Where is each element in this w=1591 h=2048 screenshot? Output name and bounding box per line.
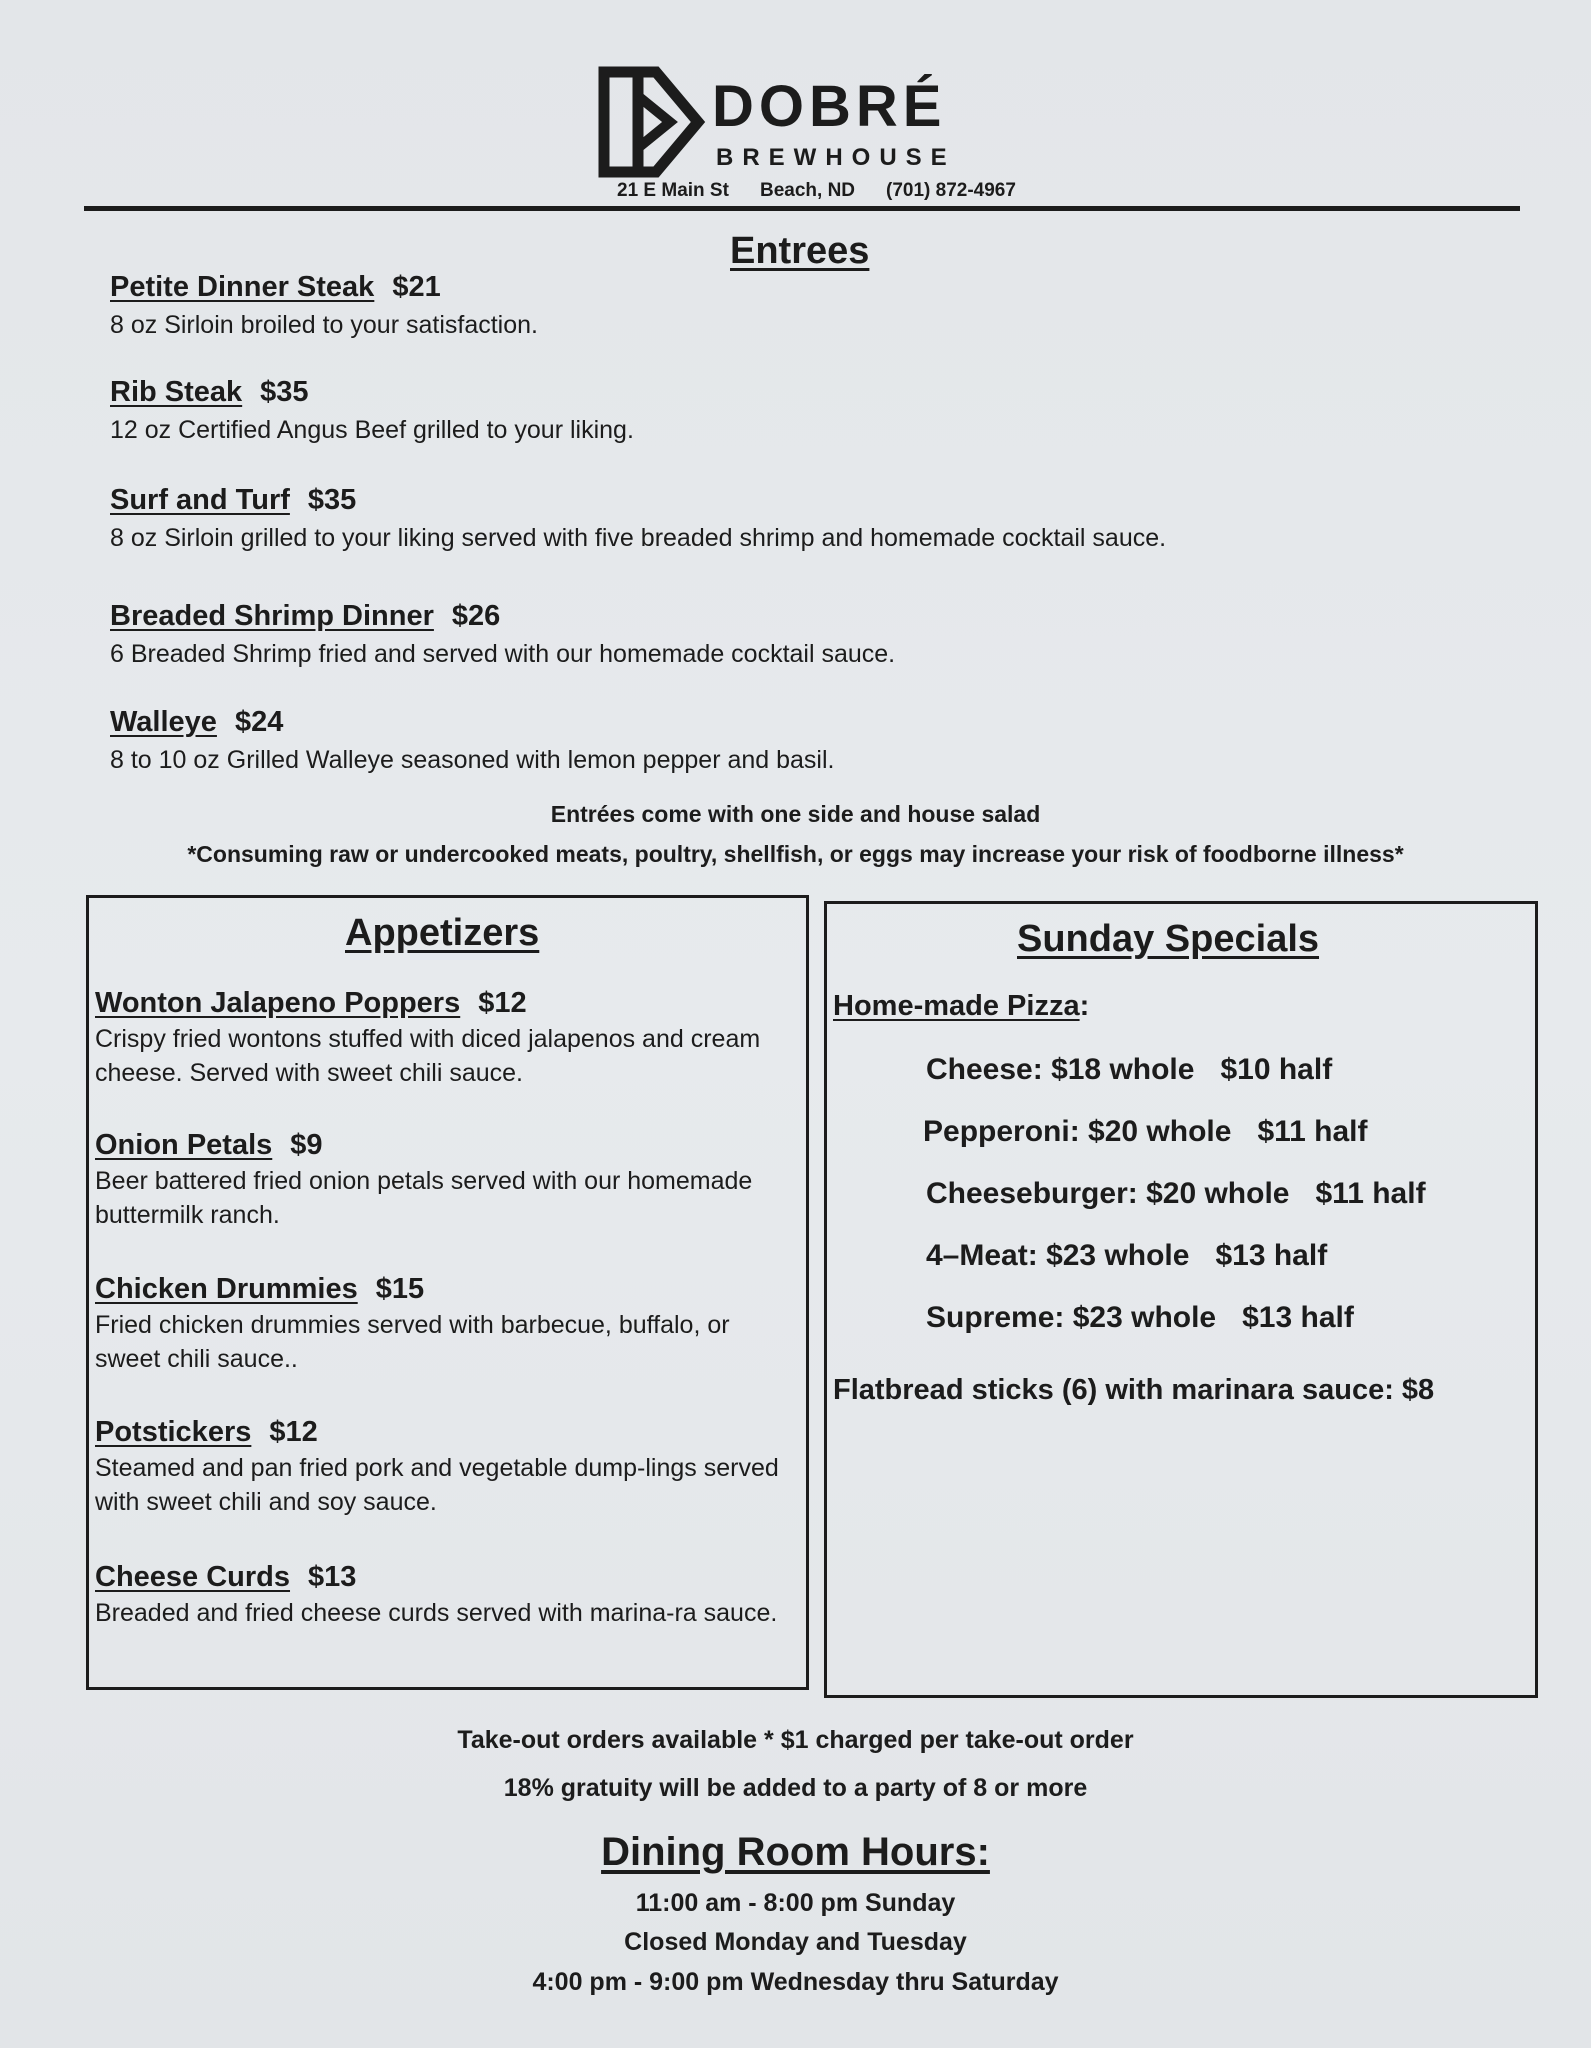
appetizer-desc: Crispy fried wontons stuffed with diced jalapenos and cream cheese. Served with sweet chili sauce. xyxy=(95,1025,761,1087)
entree-desc: 8 to 10 oz Grilled Walleye seasoned with lemon pepper and basil. xyxy=(110,746,835,774)
entree-item xyxy=(110,602,895,671)
appetizer-price: $12 xyxy=(269,1416,318,1448)
entree-item xyxy=(110,708,835,777)
pizza-whole-price: $20 whole xyxy=(1146,1177,1290,1210)
address-phone: (701) 872-4967 xyxy=(886,180,1016,201)
hours-line: 4:00 pm - 9:00 pm Wednesday thru Saturday xyxy=(532,1968,1059,1996)
pizza-name: 4–Meat: xyxy=(926,1239,1038,1272)
entree-name: Breaded Shrimp Dinner xyxy=(110,600,434,632)
entree-name: Rib Steak xyxy=(110,376,243,408)
pizza-name: Cheese: xyxy=(926,1053,1043,1086)
entree-desc: 12 oz Certified Angus Beef grilled to your liking. xyxy=(110,416,634,444)
pizza-heading-label: Home-made Pizza xyxy=(833,990,1080,1022)
brand-subtitle: BREWHOUSE xyxy=(716,144,956,171)
appetizer-name: Onion Petals xyxy=(95,1129,273,1161)
pizza-whole-price: $20 whole xyxy=(1088,1115,1232,1148)
pizza-whole-price: $23 whole xyxy=(1072,1301,1217,1334)
entree-name: Petite Dinner Steak xyxy=(110,271,375,303)
entree-price: $24 xyxy=(234,706,284,738)
sunday-specials-title: Sunday Specials xyxy=(1017,918,1320,960)
appetizer-item xyxy=(95,1131,795,1232)
pizza-row xyxy=(923,1117,1368,1147)
pizza-row xyxy=(926,1055,1332,1085)
entree-price: $26 xyxy=(451,600,501,632)
address-city: Beach, ND xyxy=(760,180,856,201)
entrees-title: Entrees xyxy=(730,230,870,272)
pizza-half-price: $11 half xyxy=(1257,1115,1368,1148)
entree-item xyxy=(110,486,1166,555)
pizza-heading xyxy=(833,992,1089,1021)
appetizer-name: Wonton Jalapeno Poppers xyxy=(95,987,461,1019)
pizza-whole-price: $18 whole xyxy=(1051,1053,1195,1086)
logo-mark-icon xyxy=(598,66,710,178)
pizza-row xyxy=(926,1179,1426,1209)
entree-desc: 8 oz Sirloin broiled to your satisfaction. xyxy=(110,311,538,339)
entree-price: $21 xyxy=(392,271,441,303)
pizza-half-price: $11 half xyxy=(1315,1177,1426,1210)
appetizer-price: $15 xyxy=(375,1273,425,1305)
food-safety-warning: *Consuming raw or undercooked meats, poultry, shellfish, or eggs may increase your risk of foodborne illness* xyxy=(187,841,1404,867)
appetizer-name: Chicken Drummies xyxy=(95,1273,358,1305)
address-street: 21 E Main St xyxy=(617,180,729,201)
pizza-heading-colon: : xyxy=(1079,990,1090,1022)
entree-price: $35 xyxy=(260,376,309,408)
pizza-half-price: $13 half xyxy=(1242,1301,1354,1334)
appetizer-price: $12 xyxy=(478,987,527,1019)
appetizers-title: Appetizers xyxy=(345,912,540,954)
pizza-half-price: $10 half xyxy=(1220,1053,1333,1086)
flatbread-sticks: Flatbread sticks (6) with marinara sauce: $8 xyxy=(833,1374,1435,1406)
appetizer-item xyxy=(95,1418,795,1519)
hours-line: 11:00 am - 8:00 pm Sunday xyxy=(635,1889,956,1917)
pizza-half-price: $13 half xyxy=(1215,1239,1328,1272)
pizza-whole-price: $23 whole xyxy=(1046,1239,1190,1272)
entree-price: $35 xyxy=(307,484,357,516)
header-divider xyxy=(84,206,1520,211)
entree-name: Walleye xyxy=(110,706,217,738)
appetizer-item xyxy=(95,1275,795,1376)
pizza-row xyxy=(926,1241,1327,1271)
appetizer-price: $9 xyxy=(290,1129,323,1161)
appetizer-desc: Beer battered fried onion petals served with our homemade buttermilk ranch. xyxy=(95,1167,753,1229)
appetizer-item xyxy=(95,1563,795,1630)
appetizer-desc: Breaded and fried cheese curds served with marina-ra sauce. xyxy=(95,1599,778,1627)
entree-desc: 6 Breaded Shrimp fried and served with our homemade cocktail sauce. xyxy=(110,640,896,668)
dining-hours-title: Dining Room Hours: xyxy=(601,1830,990,1874)
appetizer-desc: Steamed and pan fried pork and vegetable dump-lings served with sweet chili and soy sauce. xyxy=(95,1454,779,1516)
takeout-note: Take-out orders available * $1 charged per take-out order xyxy=(457,1726,1134,1754)
entree-desc: 8 oz Sirloin grilled to your liking served with five breaded shrimp and homemade cocktail sauce. xyxy=(110,524,1167,552)
appetizer-desc: Fried chicken drummies served with barbecue, buffalo, or sweet chili sauce.. xyxy=(95,1311,730,1373)
appetizer-item xyxy=(95,989,795,1090)
entree-sides-note: Entrées come with one side and house salad xyxy=(550,801,1041,827)
entree-name: Surf and Turf xyxy=(110,484,290,516)
hours-line: Closed Monday and Tuesday xyxy=(624,1928,967,1956)
entree-item xyxy=(110,273,538,342)
brand-name: DOBRÉ xyxy=(712,74,947,139)
pizza-name: Supreme: xyxy=(926,1301,1065,1334)
brand-logo xyxy=(598,66,978,184)
pizza-name: Pepperoni: xyxy=(923,1115,1080,1148)
pizza-row xyxy=(926,1303,1354,1333)
gratuity-note: 18% gratuity will be added to a party of 8 or more xyxy=(503,1774,1088,1802)
appetizer-name: Cheese Curds xyxy=(95,1561,291,1593)
pizza-name: Cheeseburger: xyxy=(926,1177,1138,1210)
entree-item xyxy=(110,378,634,447)
appetizer-price: $13 xyxy=(308,1561,357,1593)
appetizer-name: Potstickers xyxy=(95,1416,252,1448)
